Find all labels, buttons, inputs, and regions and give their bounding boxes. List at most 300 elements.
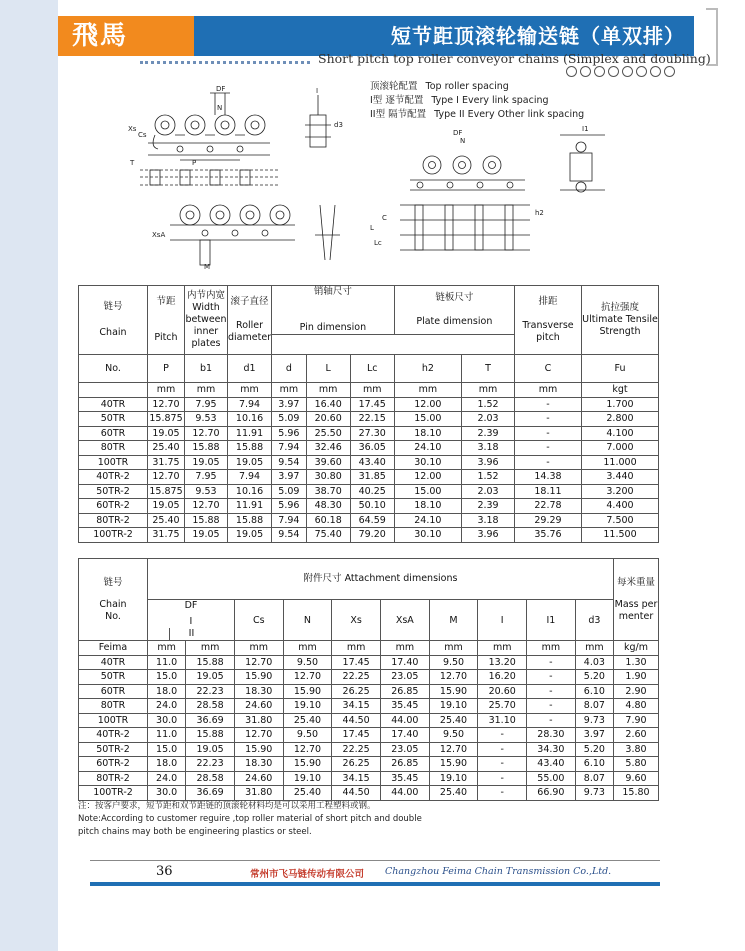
table-cell: - (515, 426, 582, 441)
table-cell: 9.54 (272, 455, 307, 470)
table-cell: 9.73 (575, 713, 613, 728)
table-cell: 50TR-2 (79, 484, 148, 499)
decor-circles (566, 66, 675, 77)
company-name-en: Changzhou Feima Chain Transmission Co.,Ltd. (385, 866, 612, 877)
table-cell: - (478, 771, 527, 786)
table-cell: 11.0 (148, 728, 186, 743)
table-cell: 15.90 (283, 684, 332, 699)
table-cell: 19.05 (148, 499, 185, 514)
table-cell: 22.23 (186, 757, 235, 772)
table-row (79, 742, 659, 757)
table-unit-cell: mm (234, 641, 283, 656)
table-cell: 9.50 (283, 655, 332, 670)
table-row (79, 513, 659, 528)
footnote-cn: 注：按客户要求，短节距和双节距链的顶滚轮材料均是可以采用工程塑料或钢。 (78, 801, 376, 811)
table-cell: 64.59 (350, 513, 394, 528)
table-cell: 60TR (79, 426, 148, 441)
table-symbol-cell: h2 (394, 355, 461, 383)
table-cell: - (478, 757, 527, 772)
table-cell: 30.10 (394, 455, 461, 470)
table-cell: 31.75 (148, 528, 185, 543)
table-symbol-cell: d (272, 355, 307, 383)
table-cell: 12.70 (185, 499, 228, 514)
table-cell: 24.60 (234, 771, 283, 786)
table-row (79, 757, 659, 772)
table-unit-cell: mm (478, 641, 527, 656)
table-cell: 12.00 (394, 397, 461, 412)
table-cell: 8.07 (575, 771, 613, 786)
table-cell: 22.25 (332, 670, 381, 685)
table-cell: 36.69 (186, 713, 235, 728)
table-header-cell: 内节内宽 Width between inner plates (185, 286, 228, 355)
table-cell: 7.500 (582, 513, 659, 528)
table-cell: 9.50 (429, 728, 478, 743)
table-cell: 18.0 (148, 684, 186, 699)
table-cell: 18.11 (515, 484, 582, 499)
table-header-cell: 销轴尺寸 Pin dimension (272, 286, 395, 335)
table-cell: 9.73 (575, 786, 613, 801)
table-cell: 3.97 (272, 470, 307, 485)
table-row (79, 499, 659, 514)
table-unit-cell: mm (228, 383, 272, 398)
table-row (79, 786, 659, 801)
table-cell: 1.52 (462, 397, 515, 412)
table-cell: 17.45 (332, 728, 381, 743)
footer-bar (90, 882, 660, 886)
table-unit-cell: mm (148, 641, 186, 656)
table-cell: 31.80 (234, 786, 283, 801)
table-cell: 9.60 (614, 771, 659, 786)
table-cell: 44.50 (332, 786, 381, 801)
table-row (79, 699, 659, 714)
table-cell: 10.16 (228, 484, 272, 499)
table-cell: 28.58 (186, 699, 235, 714)
table-cell: 12.70 (234, 655, 283, 670)
table-cell: 50.10 (350, 499, 394, 514)
table-cell: 24.0 (148, 699, 186, 714)
table-cell: 11.500 (582, 528, 659, 543)
table-unit-cell: mm (306, 383, 350, 398)
table-cell: 3.18 (462, 441, 515, 456)
table-cell: 26.85 (380, 757, 429, 772)
table-cell: 22.25 (332, 742, 381, 757)
table-cell: 2.60 (614, 728, 659, 743)
table-unit-cell: mm (186, 641, 235, 656)
table-cell: 19.05 (186, 742, 235, 757)
label-lc: Lc (374, 239, 382, 247)
decor-dotted-line (140, 61, 310, 64)
table-cell: 15.875 (149, 485, 183, 497)
table-cell: 75.40 (306, 528, 350, 543)
table-cell: 15.00 (394, 484, 461, 499)
table-cell: 28.30 (527, 728, 576, 743)
chain-dimension-table (78, 285, 659, 543)
table-cell: 32.46 (306, 441, 350, 456)
legend-en: Type II Every Other link spacing (434, 109, 585, 120)
table-cell: 44.00 (380, 786, 429, 801)
table-cell: 15.90 (283, 757, 332, 772)
table-cell: 19.10 (429, 771, 478, 786)
table-cell: 3.96 (462, 528, 515, 543)
table-header-cell: 节距 Pitch (148, 286, 185, 355)
table-cell: 12.70 (283, 670, 332, 685)
table-cell: 28.58 (186, 771, 235, 786)
table-cell: 5.96 (272, 426, 307, 441)
table-row (79, 713, 659, 728)
table-cell: 40TR (79, 655, 148, 670)
table-unit-cell: mm (527, 641, 576, 656)
table-unit-cell: mm (283, 641, 332, 656)
table-header-cell: 链号 Chain No. (79, 559, 148, 641)
table-cell: 15.88 (186, 728, 235, 743)
table-cell: 5.09 (272, 412, 307, 427)
table-cell: 36.69 (186, 786, 235, 801)
table-header-cell: 附件尺寸 Attachment dimensions (148, 559, 614, 600)
table-cell: - (527, 684, 576, 699)
table-cell: 30.80 (306, 470, 350, 485)
label-p: P (192, 159, 197, 167)
label-n2: N (460, 137, 466, 145)
table-cell: 23.05 (380, 742, 429, 757)
table-cell: 7.95 (185, 470, 228, 485)
table-cell: 3.440 (582, 470, 659, 485)
table-cell: 24.60 (234, 699, 283, 714)
table-cell: 7.94 (228, 397, 272, 412)
table-cell: - (515, 397, 582, 412)
table-symbol-cell: T (462, 355, 515, 383)
table-cell: 39.60 (306, 455, 350, 470)
table-cell: 15.80 (614, 786, 659, 801)
table-header-cell: DF III (148, 600, 235, 641)
table-cell: 3.96 (462, 455, 515, 470)
table-cell: 26.25 (332, 684, 381, 699)
table-cell: 12.70 (148, 470, 185, 485)
table-header-cell: 链板尺寸 Plate dimension (394, 286, 514, 335)
table-cell: 15.00 (394, 412, 461, 427)
table-header-cell: No. (79, 355, 148, 383)
table-cell: 24.0 (148, 771, 186, 786)
legend-cn: 顶滚轮配置 (370, 81, 418, 92)
table-header-cell: 抗拉强度 Ultimate Tensile Strength (582, 286, 659, 355)
table-unit-cell: mm (148, 383, 185, 398)
table-cell: 29.29 (515, 513, 582, 528)
table-cell: 14.38 (515, 470, 582, 485)
table-row (79, 670, 659, 685)
table-cell: 30.10 (394, 528, 461, 543)
table-cell: 15.90 (429, 684, 478, 699)
table-cell: 7.90 (614, 713, 659, 728)
table-unit-cell: kgt (582, 383, 659, 398)
table-cell: 80TR-2 (79, 513, 148, 528)
attachment-dimension-table (78, 558, 659, 801)
table-cell: 25.40 (429, 713, 478, 728)
table-cell: 25.70 (478, 699, 527, 714)
table-row (79, 484, 659, 499)
table-cell: 12.70 (283, 742, 332, 757)
table-cell: 100TR-2 (79, 786, 148, 801)
table-cell: 34.15 (332, 771, 381, 786)
label-n: N (217, 104, 223, 112)
table-cell: 22.23 (186, 684, 235, 699)
table-cell: 31.80 (234, 713, 283, 728)
table-cell: 19.05 (148, 426, 185, 441)
table-unit-cell: kg/m (614, 641, 659, 656)
table-row (79, 397, 659, 412)
table-row (79, 771, 659, 786)
table-cell: 19.10 (429, 699, 478, 714)
table-header-cell: 滚子直径 Roller diameter (228, 286, 272, 355)
table-cell: 24.10 (394, 441, 461, 456)
table-cell: 19.05 (186, 670, 235, 685)
table-cell: 18.30 (234, 684, 283, 699)
table-cell: 23.05 (380, 670, 429, 685)
table-cell: 7.94 (272, 513, 307, 528)
table-row (79, 426, 659, 441)
table-cell: 3.97 (272, 397, 307, 412)
table-cell: 100TR (79, 713, 148, 728)
table-cell: 7.95 (185, 397, 228, 412)
table-cell: 15.88 (186, 655, 235, 670)
type-i-chain-drawing (140, 93, 280, 185)
table-cell: 31.10 (478, 713, 527, 728)
table-cell: 25.40 (148, 441, 185, 456)
table-cell: 4.100 (582, 426, 659, 441)
table-unit-cell: mm (380, 641, 429, 656)
table-cell: 35.45 (380, 699, 429, 714)
table-row (79, 455, 659, 470)
table-cell: 60TR-2 (79, 499, 148, 514)
table-cell: 17.40 (380, 728, 429, 743)
footnote (78, 800, 658, 839)
table-header-cell (79, 383, 148, 398)
table-cell: 25.40 (148, 513, 185, 528)
table-cell: 15.88 (185, 513, 228, 528)
table-cell: 17.45 (332, 655, 381, 670)
table-cell: 19.10 (283, 699, 332, 714)
table-cell: 7.94 (272, 441, 307, 456)
table-cell: - (515, 455, 582, 470)
table-cell: 38.70 (306, 484, 350, 499)
table-cell: 30.0 (148, 713, 186, 728)
table-cell: 34.15 (332, 699, 381, 714)
table-cell: 9.54 (272, 528, 307, 543)
left-margin-strip (0, 0, 58, 951)
table-cell: 16.20 (478, 670, 527, 685)
table-cell: 43.40 (527, 757, 576, 772)
table-cell: - (527, 713, 576, 728)
label-i1: I1 (582, 125, 589, 133)
table-cell: 55.00 (527, 771, 576, 786)
table-cell: 2.39 (462, 426, 515, 441)
table-cell: - (527, 670, 576, 685)
attachment-chain-drawing (170, 205, 340, 265)
table-unit-cell: mm (575, 641, 613, 656)
table-cell: 5.20 (575, 670, 613, 685)
table-cell: 80TR (79, 699, 148, 714)
table-cell: 2.90 (614, 684, 659, 699)
legend-en: Type I Every link spacing (431, 95, 549, 106)
table-cell: 5.09 (272, 484, 307, 499)
table-cell: 16.40 (306, 397, 350, 412)
table-cell: 79.20 (350, 528, 394, 543)
table-cell: 50TR (79, 412, 148, 427)
table-cell: 15.88 (228, 513, 272, 528)
table-cell: 7.94 (228, 470, 272, 485)
page-number: 36 (156, 864, 173, 879)
table-cell: 9.53 (185, 412, 228, 427)
brand-logo: 飛馬 (58, 16, 194, 56)
table-cell: 3.80 (614, 742, 659, 757)
table-cell: 1.30 (614, 655, 659, 670)
table-symbol-cell: Lc (350, 355, 394, 383)
table-cell: 60TR (79, 684, 148, 699)
table-symbol-cell: b1 (185, 355, 228, 383)
table-cell: 66.90 (527, 786, 576, 801)
table-cell: 26.25 (332, 757, 381, 772)
table-cell: 8.07 (575, 699, 613, 714)
chain-technical-drawing (120, 85, 630, 270)
table-cell: 2.03 (462, 412, 515, 427)
table-row (79, 655, 659, 670)
page-title-en: Short pitch top roller conveyor chains (Simplex and doubling) (318, 51, 711, 66)
table-cell: 40TR (79, 397, 148, 412)
table-row (79, 441, 659, 456)
table-row (79, 684, 659, 699)
table-cell: 35.45 (380, 771, 429, 786)
table-cell: 7.000 (582, 441, 659, 456)
table-cell: 11.0 (148, 655, 186, 670)
label-xsa: XsA (152, 231, 166, 239)
label-i: I (316, 87, 319, 95)
table-cell: 12.70 (185, 426, 228, 441)
table-unit-cell: mm (272, 383, 307, 398)
table-symbol-cell: Xs (332, 600, 381, 641)
table-cell: 60TR-2 (79, 757, 148, 772)
table-cell: 34.30 (527, 742, 576, 757)
table-cell: 4.80 (614, 699, 659, 714)
table-cell: 60.18 (306, 513, 350, 528)
table-cell: 18.0 (148, 757, 186, 772)
company-name-cn: 常州市飞马链传动有限公司 (250, 869, 365, 880)
table-cell: 1.52 (462, 470, 515, 485)
table-cell: 43.40 (350, 455, 394, 470)
table-unit-cell: mm (185, 383, 228, 398)
label-d3: d3 (334, 121, 343, 129)
table-cell: - (515, 441, 582, 456)
table-cell: 2.03 (462, 484, 515, 499)
table-cell: 100TR (79, 455, 148, 470)
table-cell: 25.40 (429, 786, 478, 801)
table-cell: - (527, 655, 576, 670)
table-cell: 1.90 (614, 670, 659, 685)
table-cell: 44.00 (380, 713, 429, 728)
label-cs: Cs (138, 131, 147, 139)
table-symbol-cell: d1 (228, 355, 272, 383)
table-cell: 48.30 (306, 499, 350, 514)
table-cell: 15.90 (429, 757, 478, 772)
table-cell: 18.30 (234, 757, 283, 772)
table-cell: 15.0 (148, 742, 186, 757)
table-cell: 100TR-2 (79, 528, 148, 543)
table-cell: 22.15 (350, 412, 394, 427)
label-xs: Xs (128, 125, 137, 133)
table-symbol-cell: L (306, 355, 350, 383)
table-cell: 80TR-2 (79, 771, 148, 786)
table-cell: - (478, 728, 527, 743)
table-cell: 3.97 (575, 728, 613, 743)
table-cell: 3.200 (582, 484, 659, 499)
table-cell: 31.75 (148, 455, 185, 470)
page-title-cn: 短节距顶滚轮输送链（单双排） (391, 24, 685, 48)
table-cell: 15.90 (234, 670, 283, 685)
table-cell: 12.00 (394, 470, 461, 485)
table-cell: 19.05 (228, 528, 272, 543)
type-ii-chain-drawing (400, 135, 605, 250)
table-cell: 15.90 (234, 742, 283, 757)
table-header-cell: 每米重量 Mass per menter (614, 559, 659, 641)
table-cell: 3.18 (462, 513, 515, 528)
table-row (79, 470, 659, 485)
table-unit-cell: mm (429, 641, 478, 656)
table-cell: 36.05 (350, 441, 394, 456)
footer-divider (90, 860, 660, 861)
table-cell: 26.85 (380, 684, 429, 699)
table-symbol-cell: C (515, 355, 582, 383)
table-symbol-cell: d3 (575, 600, 613, 641)
table-cell: - (478, 742, 527, 757)
table-cell: 31.85 (350, 470, 394, 485)
footnote-en-1: Note:According to customer reguire ,top roller material of short pitch and double (78, 814, 422, 824)
table-cell: 19.10 (283, 771, 332, 786)
table-cell: 20.60 (306, 412, 350, 427)
label-df: DF (216, 85, 226, 93)
table-symbol-cell: XsA (380, 600, 429, 641)
table-cell: 40TR-2 (79, 470, 148, 485)
table-cell: - (515, 412, 582, 427)
table-cell: 27.30 (350, 426, 394, 441)
label-m: M (204, 263, 211, 270)
table-cell: 11.000 (582, 455, 659, 470)
table-unit-cell: mm (462, 383, 515, 398)
table-cell: 19.05 (185, 528, 228, 543)
table-cell: 18.10 (394, 499, 461, 514)
table-row (79, 728, 659, 743)
table-cell: 9.50 (429, 655, 478, 670)
table-cell: 25.40 (283, 786, 332, 801)
table-cell: 80TR (79, 441, 148, 456)
table-cell: 15.0 (148, 670, 186, 685)
table-unit-cell: mm (350, 383, 394, 398)
table-cell: 19.05 (185, 455, 228, 470)
footnote-en-2: pitch chains may both be engineering plastics or steel. (78, 827, 312, 837)
table-cell: 1.700 (582, 397, 659, 412)
table-cell: 24.10 (394, 513, 461, 528)
table-cell: 5.96 (272, 499, 307, 514)
table-cell: 11.91 (228, 499, 272, 514)
table-cell: 40TR-2 (79, 728, 148, 743)
table-unit-cell: mm (394, 383, 461, 398)
table-cell: 35.76 (515, 528, 582, 543)
table-cell: 40.25 (350, 484, 394, 499)
table-cell: 30.0 (148, 786, 186, 801)
label-t: T (130, 159, 135, 167)
table-cell: 18.10 (394, 426, 461, 441)
table-cell: 10.16 (228, 412, 272, 427)
table-cell: - (527, 699, 576, 714)
table-cell: 25.40 (283, 713, 332, 728)
table-cell: 19.05 (228, 455, 272, 470)
label-l: L (370, 224, 374, 232)
